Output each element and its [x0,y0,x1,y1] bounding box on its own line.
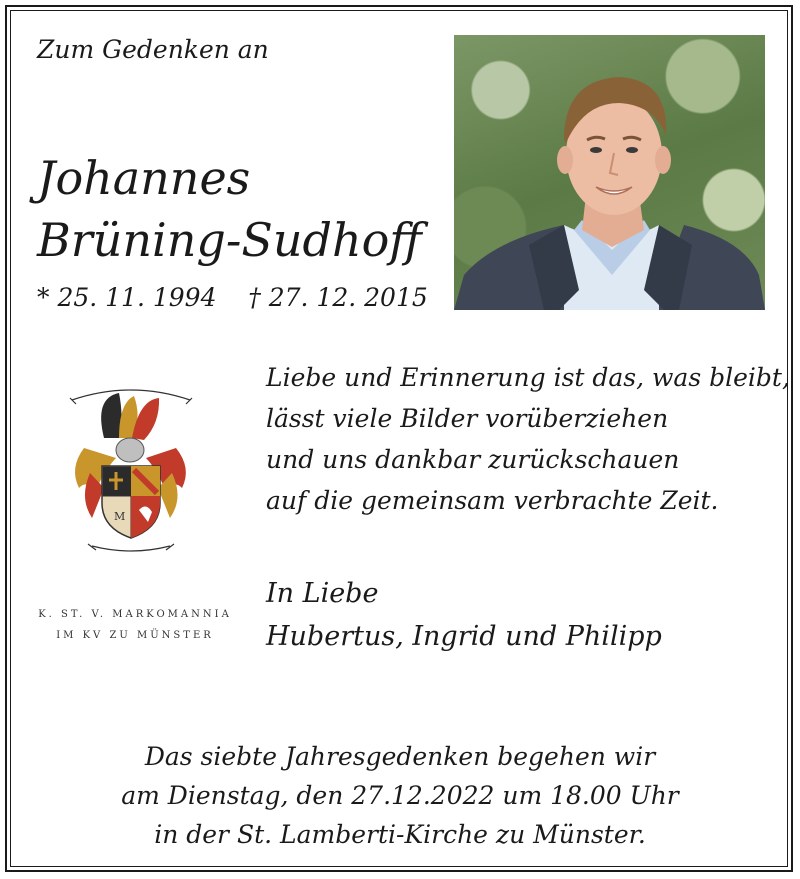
memorial-quote [266,357,790,521]
signoff-label: In Liebe [266,578,379,609]
footer-line: am Dienstag, den 27.12.2022 um 18.00 Uhr [121,781,679,810]
death-date: † 27. 12. 2015 [248,283,428,312]
signoff-names: Hubertus, Ingrid und Philipp [266,621,662,652]
anniversary-announcement [0,737,800,854]
svg-text:M: M [114,510,126,523]
intro-text: Zum Gedenken an [37,35,269,64]
organization-name [37,604,233,646]
footer-line: in der St. Lamberti-Kirche zu Münster. [154,820,646,849]
footer-line: Das siebte Jahresgedenken begehen wir [144,742,656,771]
quote-line: lässt viele Bilder vorüberziehen [266,404,669,433]
birth-date: * 25. 11. 1994 [37,283,217,312]
portrait-illustration [454,35,765,310]
organization-line-1: K. ST. V. MARKOMANNIA [38,609,232,620]
coat-of-arms-crest [64,378,198,556]
signoff [266,572,662,658]
quote-line: auf die gemeinsam verbrachte Zeit. [266,486,719,515]
life-dates [37,283,428,312]
quote-line: Liebe und Erinnerung ist das, was bleibt, [266,363,790,392]
organization-line-2: IM KV ZU MÜNSTER [56,630,214,641]
quote-line: und uns dankbar zurückschauen [266,445,680,474]
last-name: Brüning-Sudhoff [37,213,422,267]
portrait-photo [454,35,765,310]
first-name: Johannes [37,151,251,205]
